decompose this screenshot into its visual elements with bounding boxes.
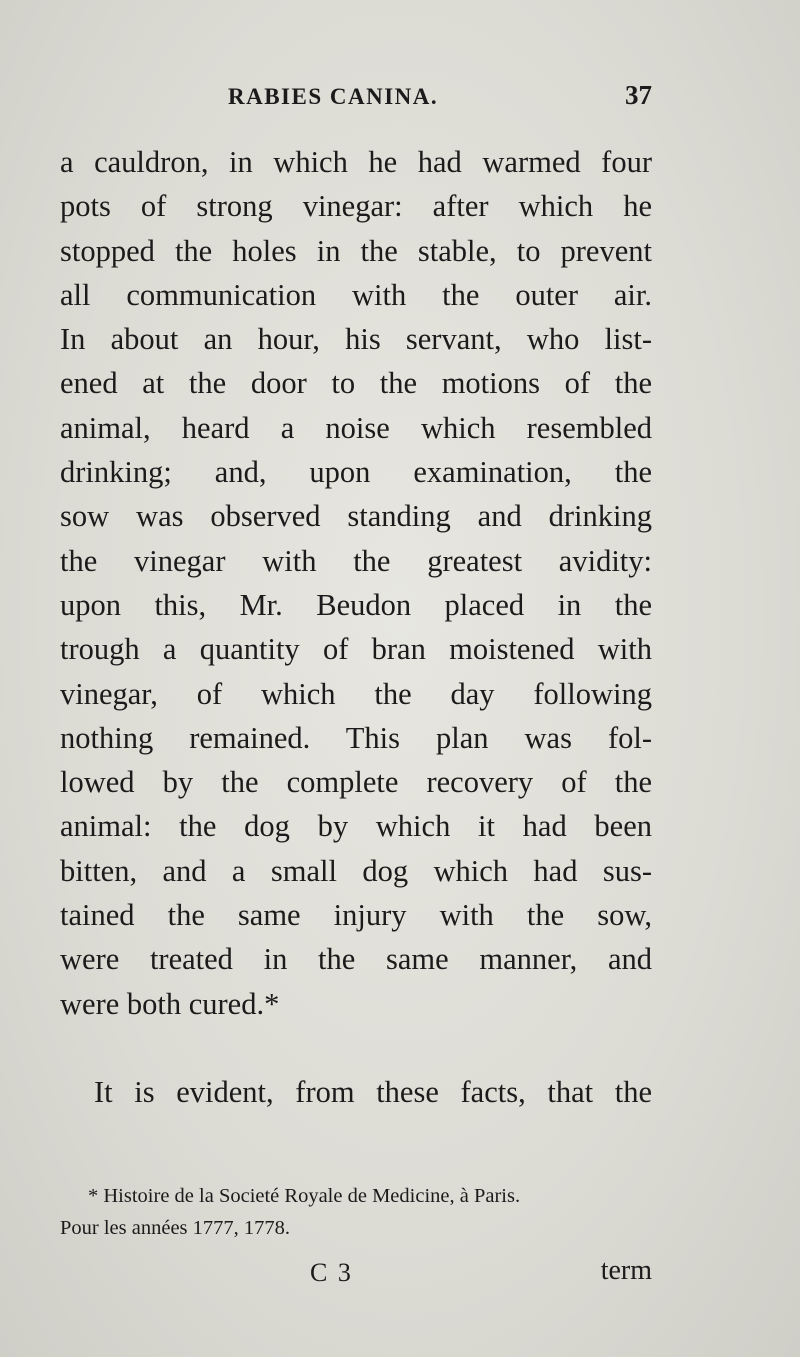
text-line: In about an hour, his servant, who list- [60,322,652,357]
signature-mark: C 3 [310,1258,353,1287]
text-line: upon this, Mr. Beudon placed in the [60,587,652,622]
text-line: animal, heard a noise which resembled [60,410,652,445]
page-number: 37 [625,80,652,110]
text-line: were treated in the same manner, and [60,942,652,977]
text-line: pots of strong vinegar: after which he [60,189,652,224]
text-line: nothing remained. This plan was fol- [60,720,652,755]
text-line: trough a quantity of bran moistened with [60,632,652,667]
text-line: stopped the holes in the stable, to prevent [60,233,652,268]
text-line: a cauldron, in which he had warmed four [60,145,652,179]
text-line: were both cured.* [60,986,280,1021]
text-line: tained the same injury with the sow, [60,898,652,933]
text-line: lowed by the complete recovery of the [60,765,652,800]
body-text [60,140,652,1114]
text-line: vinegar, of which the day following [60,676,652,711]
footnote [60,1180,652,1244]
text-line: drinking; and, upon examination, the [60,455,652,490]
text-line: the vinegar with the greatest avidity: [60,543,652,578]
paragraph-gap [60,1026,652,1070]
text-line: It is evident, from these facts, that the [94,1074,652,1109]
text-line: animal: the dog by which it had been [60,809,652,844]
text-line: all communication with the outer air. [60,277,652,312]
footnote-line: Pour les années 1777, 1778. [60,1217,291,1239]
footnote-line: * Histoire de la Societé Royale de Medicine, à Paris. [88,1185,521,1207]
catchword: term [600,1255,652,1286]
text-line: sow was observed standing and drinking [60,499,652,534]
text-line: bitten, and a small dog which had sus- [60,853,652,888]
running-head: RABIES CANINA. [228,84,439,109]
text-line: ened at the door to the motions of the [60,366,652,401]
